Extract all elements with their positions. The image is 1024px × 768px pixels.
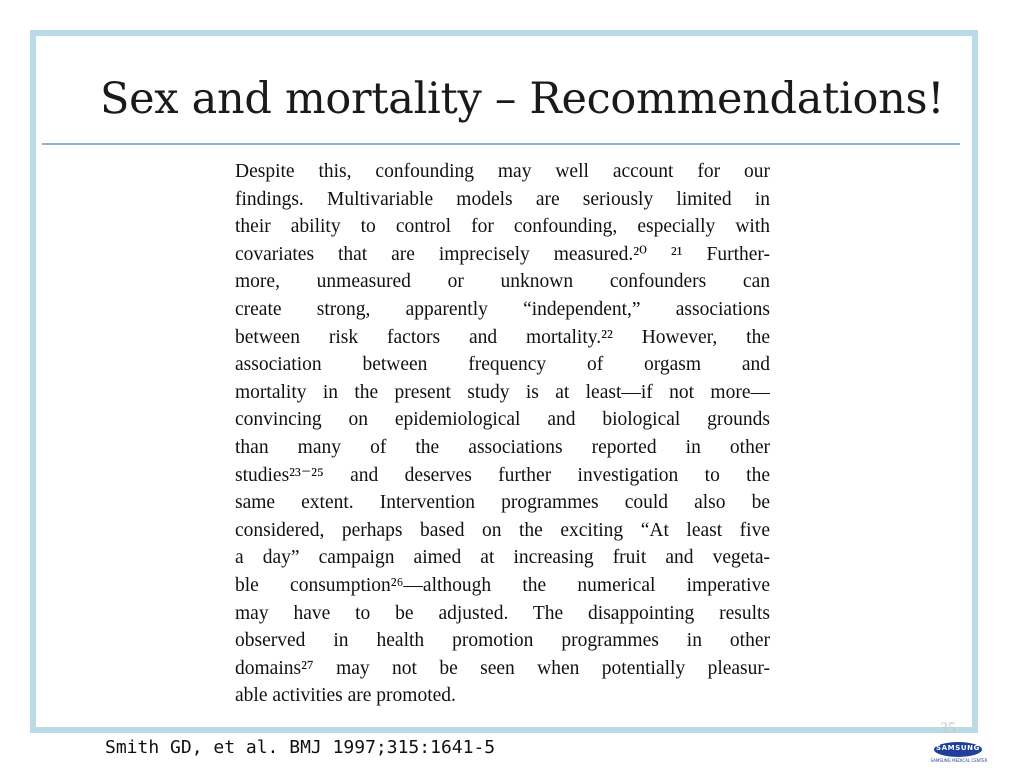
slide-number: 35 (940, 720, 956, 737)
logo-subtitle-text: SAMSUNG MEDICAL CENTER (930, 758, 988, 763)
samsung-medical-center-logo (930, 742, 988, 766)
excerpt-line: studies²³⁻²⁵ and deserves further investigation to the (235, 464, 770, 486)
slide-title: Sex and mortality – Recommendations! (100, 74, 945, 124)
excerpt-line: considered, perhaps based on the exciting “At least five (235, 519, 770, 541)
excerpt-line: covariates that are imprecisely measured.²⁰ ²¹ Further- (235, 243, 770, 265)
excerpt-line: association between frequency of orgasm and (235, 354, 770, 376)
excerpt-line: create strong, apparently “independent,” associations (235, 298, 770, 320)
excerpt-line: than many of the associations reported in other (235, 436, 770, 458)
excerpt-line: same extent. Intervention programmes could also be (235, 492, 770, 514)
excerpt-line: a day” campaign aimed at increasing fruit and vegeta- (235, 547, 770, 569)
citation: Smith GD, et al. BMJ 1997;315:1641-5 (105, 737, 496, 758)
excerpt-line: domains²⁷ may not be seen when potentially pleasur- (235, 657, 770, 679)
excerpt-line: convincing on epidemiological and biological grounds (235, 409, 770, 431)
logo-brand-text: SAMSUNG (936, 744, 980, 752)
excerpt-line: able activities are promoted. (235, 685, 456, 707)
article-excerpt (235, 158, 770, 710)
excerpt-line: Despite this, confounding may well account for our (235, 161, 770, 182)
excerpt-line: findings. Multivariable models are seriously limited in (235, 188, 770, 210)
excerpt-line: between risk factors and mortality.²² However, the (235, 326, 770, 348)
excerpt-line: observed in health promotion programmes in other (235, 630, 770, 652)
excerpt-line: their ability to control for confounding, especially with (235, 216, 770, 238)
excerpt-line: may have to be adjusted. The disappointing results (235, 602, 770, 624)
excerpt-line: mortality in the present study is at least—if not more— (235, 381, 770, 403)
title-divider (42, 143, 960, 145)
excerpt-line: more, unmeasured or unknown confounders can (235, 271, 770, 293)
excerpt-line: ble consumption²⁶—although the numerical imperative (235, 574, 770, 596)
